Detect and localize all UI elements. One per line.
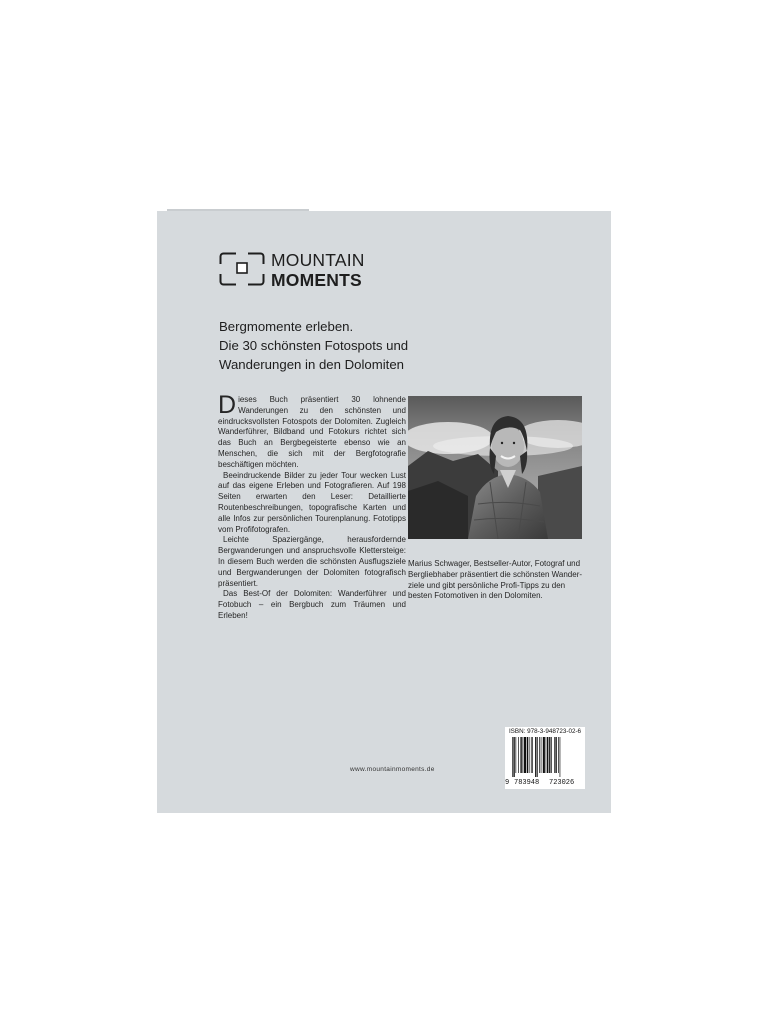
website-url: www.mountainmoments.de	[350, 766, 435, 773]
barcode-bar	[531, 737, 532, 773]
barcode-bars	[508, 737, 582, 777]
paragraph-3: Leichte Spaziergänge, herausfordernde Bergwanderungen und anspruchsvolle Klettersteige: In diesem Buch werden die schönsten Ausflugsziele und Bergwanderungen der Dolomiten fotografisch präsentiert.	[218, 535, 406, 588]
headline-line-3: Wanderungen in den Dolomiten	[219, 357, 404, 372]
author-photo-image	[408, 396, 582, 539]
paragraph-1	[218, 391, 406, 471]
barcode-bar	[541, 737, 542, 773]
logo-line-2: MOMENTS	[271, 270, 362, 290]
barcode-bar	[537, 737, 538, 777]
barcode-right-group: 723026	[549, 779, 575, 787]
book-back-cover	[157, 211, 611, 813]
barcode-bar	[554, 737, 555, 773]
viewfinder-logo-icon	[219, 252, 265, 286]
caption-line-4: besten Fotomotiven in den Dolomiten.	[408, 591, 543, 601]
barcode-bar	[546, 737, 547, 773]
mountain-moments-logo	[219, 250, 379, 290]
barcode-bar	[560, 737, 561, 777]
barcode-bar	[524, 737, 526, 773]
logo-wordmark	[271, 250, 365, 290]
paragraph-4: Das Best-Of der Dolomiten: Wanderführer und Fotobuch – ein Bergbuch zum Träumen und Erleben!	[218, 589, 406, 620]
headline-line-1: Bergmomente erleben.	[219, 319, 354, 334]
isbn-barcode	[505, 727, 585, 789]
author-caption	[408, 559, 582, 602]
drop-cap: D	[218, 391, 237, 419]
description-text	[218, 391, 406, 622]
barcode-bar	[523, 737, 524, 773]
barcode-bar	[516, 737, 517, 773]
caption-line-3: ziele und gibt persönliche Profi-Tipps zu den	[408, 580, 566, 590]
barcode-bar	[527, 737, 528, 773]
headline-line-2: Die 30 schönsten Fotospots und	[219, 338, 409, 353]
caption-line-1: Marius Schwager, Bestseller-Autor, Fotograf und	[408, 559, 581, 568]
barcode-bar	[543, 737, 545, 773]
author-photo	[408, 396, 582, 539]
barcode-bar	[518, 737, 519, 773]
barcode-left-group: 783948	[514, 779, 540, 787]
isbn-label: ISBN: 978-3-948723-02-6	[508, 728, 582, 735]
barcode-bar	[547, 737, 548, 773]
barcode-bar	[535, 737, 536, 777]
barcode-bar	[512, 737, 513, 777]
barcode-bar	[539, 737, 540, 773]
barcode-bar	[520, 737, 521, 773]
barcode-bar	[549, 737, 550, 773]
paragraph-1-text: ieses Buch präsentiert 30 lohnende Wanderungen zu den schönsten und eindrucksvollsten Fotospots der Dolomiten. Zugleich Wanderführer, Bildband und Fotokurs richtet sich das Buch an Bergbegeisterte ebenso wie an Menschen, die sich mit der Bergfotografie beschäftigen möchten.	[218, 395, 406, 469]
caption-line-2: Bergliebhaber präsentiert die schönsten Wander-	[408, 569, 583, 579]
headline	[219, 317, 479, 374]
barcode-bar	[532, 737, 533, 773]
barcode-bar	[551, 737, 552, 773]
barcode-first-digit: 9	[505, 779, 510, 787]
barcode-bar	[555, 737, 556, 773]
barcode-bar	[513, 737, 514, 777]
barcode-bar	[529, 737, 530, 773]
barcode-bar	[558, 737, 559, 773]
logo-line-1: MOUNTAIN	[271, 250, 365, 270]
paragraph-2: Beeindruckende Bilder zu jeder Tour wecken Lust auf das eigene Erleben und Fotografieren. Auf 198 Seiten erwarten den Leser: Detaillierte Routenbeschreibungen, topografische Karten und alle Infos zur persönlichen Tourenplanung. Fototipps vom Profifotografen.	[218, 470, 406, 534]
